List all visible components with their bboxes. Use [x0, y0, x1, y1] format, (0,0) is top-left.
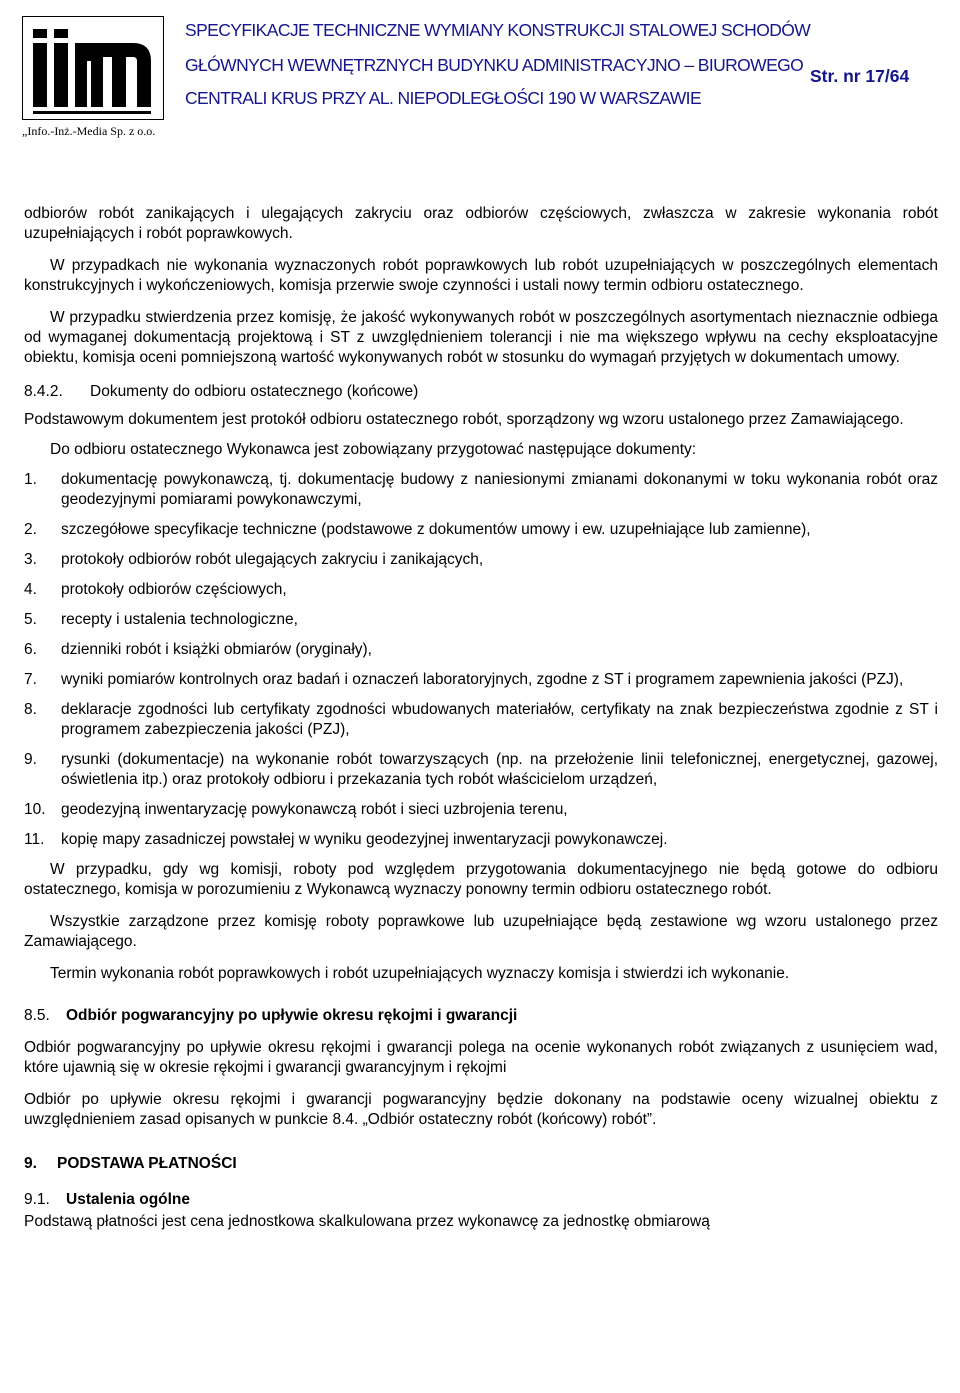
- list-text: rysunki (dokumentacje) na wykonanie robót towarzyszących (np. na przełożenie linii telefonicznej, energetycznej, gazowej, oświetlenia itp.) oraz protokoły odbioru i przekazania tych robót właścicielom urządzeń,: [61, 751, 938, 788]
- paragraph: W przypadku, gdy wg komisji, roboty pod względem przygotowania dokumentacyjnego nie będą gotowe do odbioru ostatecznego, komisja w porozumieniu z Wykonawcą wyznaczy ponowny termin odbioru ostatecznego robót.: [24, 861, 938, 898]
- list-text: dzienniki robót i książki obmiarów (oryginały),: [61, 641, 372, 658]
- paragraph: Odbiór pogwarancyjny po upływie okresu rękojmi i gwarancji polega na ocenie wykonanych robót związanych z usunięciem wad, które ujawnią się w okresie rękojmi i gwarancji gwarancyjnym i rękojmi: [24, 1039, 938, 1076]
- section-title: Odbiór pogwarancyjny po upływie okresu rękojmi i gwarancji: [66, 1007, 518, 1024]
- list-number: 7.: [24, 671, 37, 688]
- section-heading-8-5: [24, 1006, 938, 1026]
- header-title-line-1: SPECYFIKACJE TECHNICZNE WYMIANY KONSTRUKCJI STALOWEJ SCHODÓW: [185, 20, 811, 40]
- section-number: 8.5.: [24, 1007, 50, 1024]
- paragraph: Podstawą płatności jest cena jednostkowa skalkulowana przez wykonawcę za jednostkę obmiarową: [24, 1213, 710, 1230]
- paragraph: W przypadku stwierdzenia przez komisję, że jakość wykonywanych robót w poszczególnych asortymentach nieznacznie odbiega od wymaganej dokumentacją projektową i ST z uwzględnieniem tolerancji i nie ma większego wpływu na cechy eksploatacyjne obiektu, komisja oceni pomniejszoną wartość wykonywanych robót w stosunku do wymagań przyjętych w dokumentach umowy.: [24, 309, 938, 366]
- list-number: 1.: [24, 471, 37, 488]
- list-item: [24, 750, 938, 790]
- list-number: 10.: [24, 801, 46, 818]
- list-item: [24, 700, 938, 740]
- document-body: [24, 204, 938, 1232]
- list-item: [24, 830, 938, 850]
- list-text: deklaracje zgodności lub certyfikaty zgodności wbudowanych materiałów, certyfikaty na znak bezpieczeństwa zgodnie z ST i programem zabezpieczenia jakości (PZJ),: [61, 701, 938, 738]
- list-item: [24, 800, 938, 820]
- list-text: dokumentację powykonawczą, tj. dokumentację budowy z naniesionymi zmianami dokonanymi w toku wykonania robót oraz geodezyjnymi pomiarami powykonawczymi,: [61, 471, 938, 508]
- list-number: 3.: [24, 551, 37, 568]
- section-number: 9.1.: [24, 1191, 50, 1208]
- list-text: protokoły odbiorów robót ulegających zakryciu i zanikających,: [61, 551, 484, 568]
- iim-logo-icon: [23, 17, 163, 119]
- paragraph: Odbiór po upływie okresu rękojmi i gwarancji pogwarancyjny będzie dokonany na podstawie oceny wizualnej obiektu z uwzględnieniem zasad opisanych w punkcie 8.4. „Odbiór ostateczny robót (końcowy) robót”.: [24, 1091, 938, 1128]
- list-number: 11.: [24, 831, 45, 848]
- page-number: Str. nr 17/64: [810, 66, 910, 86]
- company-logo: [22, 16, 164, 120]
- list-number: 5.: [24, 611, 37, 628]
- section-heading-9: [24, 1154, 938, 1174]
- list-text: kopię mapy zasadniczej powstałej w wyniku geodezyjnej inwentaryzacji powykonawczej.: [61, 831, 668, 848]
- list-number: 8.: [24, 701, 37, 718]
- paragraph: Do odbioru ostatecznego Wykonawca jest zobowiązany przygotować następujące dokumenty:: [50, 441, 697, 458]
- paragraph: Wszystkie zarządzone przez komisję roboty poprawkowe lub uzupełniające będą zestawione wg wzoru ustalonego przez Zamawiającego.: [24, 913, 938, 950]
- documents-list: [24, 470, 938, 850]
- section-heading-8-4-2: [24, 382, 938, 402]
- paragraph: odbiorów robót zanikających i ulegających zakryciu oraz odbiorów częściowych, zwłaszcza w zakresie wykonania robót uzupełniających i robót poprawkowych.: [24, 205, 938, 242]
- section-heading-9-1: [24, 1190, 938, 1210]
- list-number: 4.: [24, 581, 37, 598]
- section-title: Ustalenia ogólne: [66, 1191, 191, 1208]
- list-text: geodezyjną inwentaryzację powykonawczą robót i sieci uzbrojenia terenu,: [61, 801, 568, 818]
- list-item: [24, 550, 938, 570]
- list-text: recepty i ustalenia technologiczne,: [61, 611, 298, 628]
- list-item: [24, 520, 938, 540]
- section-number: 8.4.2.: [24, 383, 63, 400]
- paragraph: W przypadkach nie wykonania wyznaczonych robót poprawkowych lub robót uzupełniających w poszczególnych elementach konstrukcyjnych i wykończeniowych, komisja przerwie swoje czynności i ustali nowy termin odbioru ostatecznego.: [24, 257, 938, 294]
- list-text: wyniki pomiarów kontrolnych oraz badań i oznaczeń laboratoryjnych, zgodne z ST i programem zapewnienia jakości (PZJ),: [61, 671, 904, 688]
- list-text: protokoły odbiorów częściowych,: [61, 581, 287, 598]
- paragraph: Podstawowym dokumentem jest protokół odbioru ostatecznego robót, sporządzony wg wzoru ustalonego przez Zamawiającego.: [24, 411, 904, 428]
- list-number: 6.: [24, 641, 37, 658]
- page-header: [0, 0, 960, 138]
- section-title: Dokumenty do odbioru ostatecznego (końcowe): [90, 383, 419, 400]
- header-title-line-2: GŁÓWNYCH WEWNĘTRZNYCH BUDYNKU ADMINISTRACYJNO – BIUROWEGO: [185, 55, 804, 75]
- list-item: [24, 610, 938, 630]
- section-title: PODSTAWA PŁATNOŚCI: [57, 1155, 237, 1172]
- company-name: „Info.-Inż.-Media Sp. z o.o.: [22, 124, 156, 138]
- list-item: [24, 580, 938, 600]
- list-number: 9.: [24, 751, 37, 768]
- paragraph: Termin wykonania robót poprawkowych i robót uzupełniających wyznaczy komisja i stwierdzi ich wykonanie.: [50, 965, 790, 982]
- list-item: [24, 470, 938, 510]
- list-item: [24, 640, 938, 660]
- header-title-line-3: CENTRALI KRUS PRZY AL. NIEPODLEGŁOŚCI 190 W WARSZAWIE: [185, 88, 702, 108]
- list-number: 2.: [24, 521, 37, 538]
- list-item: [24, 670, 938, 690]
- section-number: 9.: [24, 1155, 37, 1172]
- list-text: szczegółowe specyfikacje techniczne (podstawowe z dokumentów umowy i ew. uzupełniające lub zamienne),: [61, 521, 811, 538]
